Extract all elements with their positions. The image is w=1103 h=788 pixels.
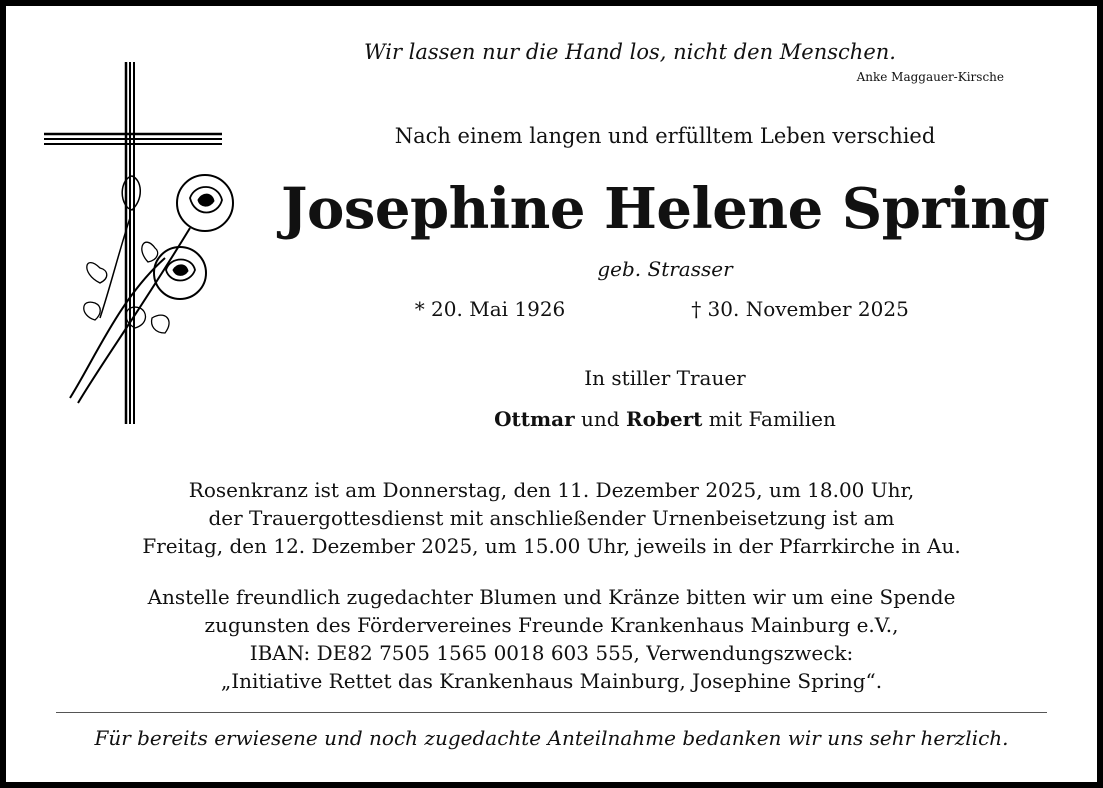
mourner-suffix: mit Familien xyxy=(702,407,836,431)
thanks-text: Für bereits erwiesene und noch zugedachte Anteilnahme bedanken wir uns sehr herzlich. xyxy=(94,726,1009,750)
mourner-connector: und xyxy=(574,407,626,431)
donation-line: „Initiative Rettet das Krankenhaus Mainburg, Josephine Spring“. xyxy=(220,669,883,693)
mourners-line xyxy=(300,407,1030,431)
death-date: † 30. November 2025 xyxy=(691,297,909,321)
donation-line: IBAN: DE82 7505 1565 0018 603 555, Verwendungszweck: xyxy=(249,641,854,665)
quote-author: Anke Maggauer-Kirsche xyxy=(856,70,1004,84)
service-line: der Trauergottesdienst mit anschließender Urnenbeisetzung ist am xyxy=(208,506,895,530)
quote-text: Wir lassen nur die Hand los, nicht den Menschen. xyxy=(364,40,896,64)
maiden-name: geb. Strasser xyxy=(597,257,733,281)
intro-text: Nach einem langen und erfülltem Leben verschied xyxy=(394,124,936,148)
donation-line: zugunsten des Fördervereines Freunde Krankenhaus Mainburg e.V., xyxy=(204,613,899,637)
service-line: Rosenkranz ist am Donnerstag, den 11. Dezember 2025, um 18.00 Uhr, xyxy=(188,478,915,502)
service-line: Freitag, den 12. Dezember 2025, um 15.00 Uhr, jeweils in der Pfarrkirche in Au. xyxy=(142,534,961,558)
mourner-name-1: Ottmar xyxy=(494,407,575,431)
mourning-line: In stiller Trauer xyxy=(584,366,746,390)
donation-line: Anstelle freundlich zugedachter Blumen und Kränze bitten wir um eine Spende xyxy=(147,585,956,609)
divider xyxy=(56,712,1047,713)
donation-info xyxy=(40,583,1063,695)
birth-date: * 20. Mai 1926 xyxy=(414,297,566,321)
mourner-name-2: Robert xyxy=(625,407,703,431)
cross-with-roses-icon xyxy=(40,58,240,428)
deceased-name: Josephine Helene Spring xyxy=(280,176,1049,242)
service-info xyxy=(40,476,1063,560)
